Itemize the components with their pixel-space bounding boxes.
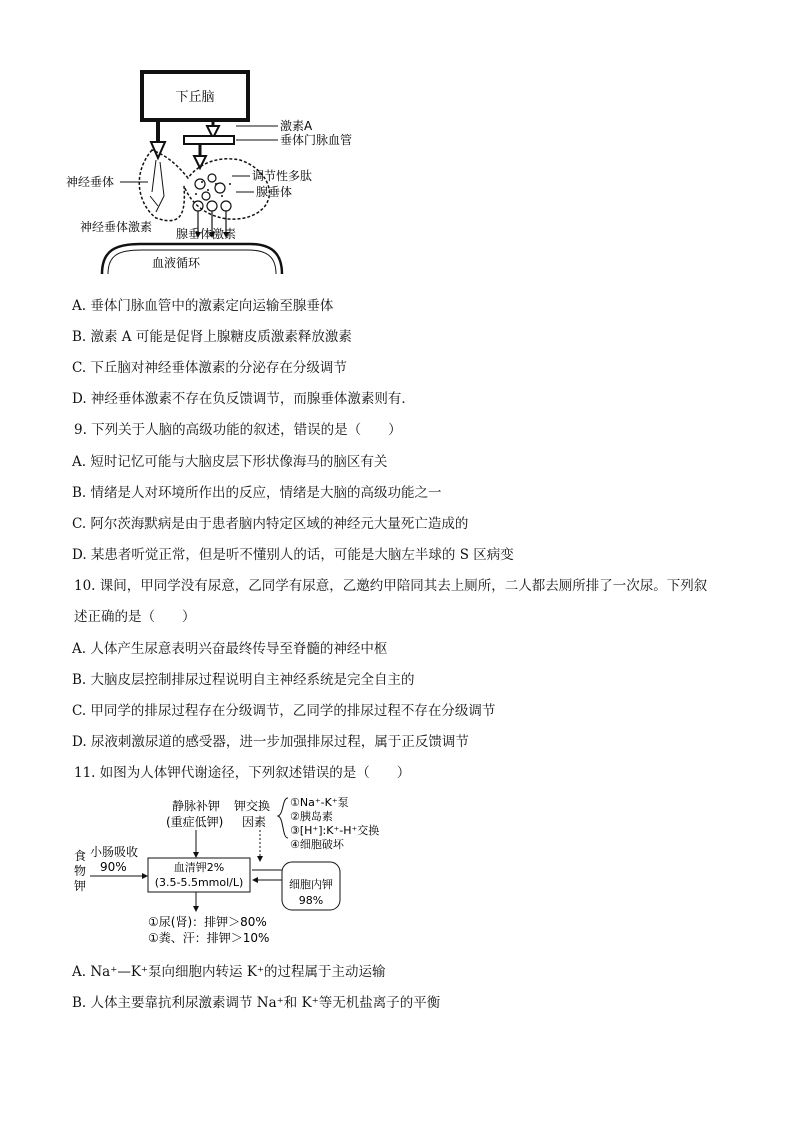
urine-excretion: ①尿(肾)：排钾＞80% [148, 915, 267, 929]
q11-option-a: A. Na⁺—K⁺泵向细胞内转运 K⁺的过程属于主动运输 [72, 964, 386, 980]
q8-option-a: A. 垂体门脉血管中的激素定向运输至腺垂体 [72, 298, 334, 314]
feces-excretion: ①粪、汗：排钾＞10% [148, 931, 270, 945]
q10-option-a: A. 人体产生尿意表明兴奋最终传导至脊髓的神经中枢 [72, 641, 388, 657]
q8-option-b: B. 激素 A 可能是促肾上腺糖皮质激素释放激素 [72, 329, 352, 345]
factor-3: ③[H⁺]:K⁺-H⁺交换 [290, 824, 380, 837]
potassium-metabolism-diagram [62, 792, 422, 952]
adenohypophysis-label: 腺垂体 [256, 185, 293, 199]
hypothalamus-label: 下丘脑 [175, 90, 215, 105]
exchange-label: 钾交换 [234, 799, 271, 813]
q9-option-b: B. 情绪是人对环境所作出的反应，情绪是大脑的高级功能之一 [72, 485, 442, 501]
intestine-pct: 90% [100, 860, 127, 874]
food-label-2: 物 [74, 864, 87, 878]
food-label-1: 食 [74, 849, 87, 863]
q8-option-c: C. 下丘脑对神经垂体激素的分泌存在分级调节 [72, 360, 347, 376]
q10-stem-line2: 述正确的是（ ） [74, 609, 196, 625]
q9-option-c: C. 阿尔茨海默病是由于患者脑内特定区域的神经元大量死亡造成的 [72, 516, 469, 532]
portal-vessel [184, 136, 234, 144]
q11-option-b: B. 人体主要靠抗利尿激素调节 Na⁺和 K⁺等无机盐离子的平衡 [72, 995, 441, 1011]
neuro-hormone-label: 神经垂体激素 [80, 220, 153, 234]
iv-potassium-label: 静脉补钾 [172, 799, 221, 813]
intestine-label: 小肠吸收 [90, 845, 139, 859]
factor-4: ④细胞破坏 [290, 838, 344, 851]
intracell-pct: 98% [298, 894, 324, 907]
q10-option-c: C. 甲同学的排尿过程存在分级调节，乙同学的排尿过程不存在分级调节 [72, 703, 496, 719]
portal-vessel-label: 垂体门脉血管 [280, 133, 353, 147]
factors-label: 因素 [242, 815, 267, 829]
factor-1: ①Na⁺-K⁺泵 [290, 796, 349, 809]
hypothalamus-pituitary-diagram [60, 66, 390, 280]
regulatory-peptide-label: 调节性多肽 [252, 169, 313, 183]
serum-range: (3.5-5.5mmol/L) [154, 876, 244, 889]
food-label-3: 钾 [74, 879, 87, 893]
q10-stem-line1: 10. 课间，甲同学没有尿意，乙同学有尿意，乙邀约甲陪同其去上厕所，二人都去厕所排了一次尿。下列叙 [74, 578, 708, 594]
neurohypophysis-label: 神经垂体 [66, 175, 115, 189]
q9-option-d: D. 某患者听觉正常，但是听不懂别人的话，可能是大脑左半球的 S 区病变 [72, 547, 514, 563]
intracell-label: 细胞内钾 [289, 878, 333, 891]
q9-option-a: A. 短时记忆可能与大脑皮层下形状像海马的脑区有关 [72, 454, 388, 470]
severe-low-label: (重症低钾) [166, 815, 224, 829]
q10-option-b: B. 大脑皮层控制排尿过程说明自主神经系统是完全自主的 [72, 672, 415, 688]
adeno-hormone-label: 腺垂体激素 [176, 227, 237, 241]
serum-label: 血清钾2% [173, 861, 225, 874]
hormone-a-label: 激素A [280, 119, 313, 133]
factor-2: ②胰岛素 [290, 810, 333, 823]
q10-option-d: D. 尿液刺激尿道的感受器，进一步加强排尿过程，属于正反馈调节 [72, 734, 469, 750]
blood-circulation-label: 血液循环 [152, 256, 201, 270]
q8-option-d: D. 神经垂体激素不存在负反馈调节，而腺垂体激素则有． [72, 391, 415, 407]
q11-stem: 11. 如图为人体钾代谢途径，下列叙述错误的是（ ） [74, 765, 411, 781]
q9-stem: 9. 下列关于人脑的高级功能的叙述，错误的是（ ） [74, 422, 402, 438]
